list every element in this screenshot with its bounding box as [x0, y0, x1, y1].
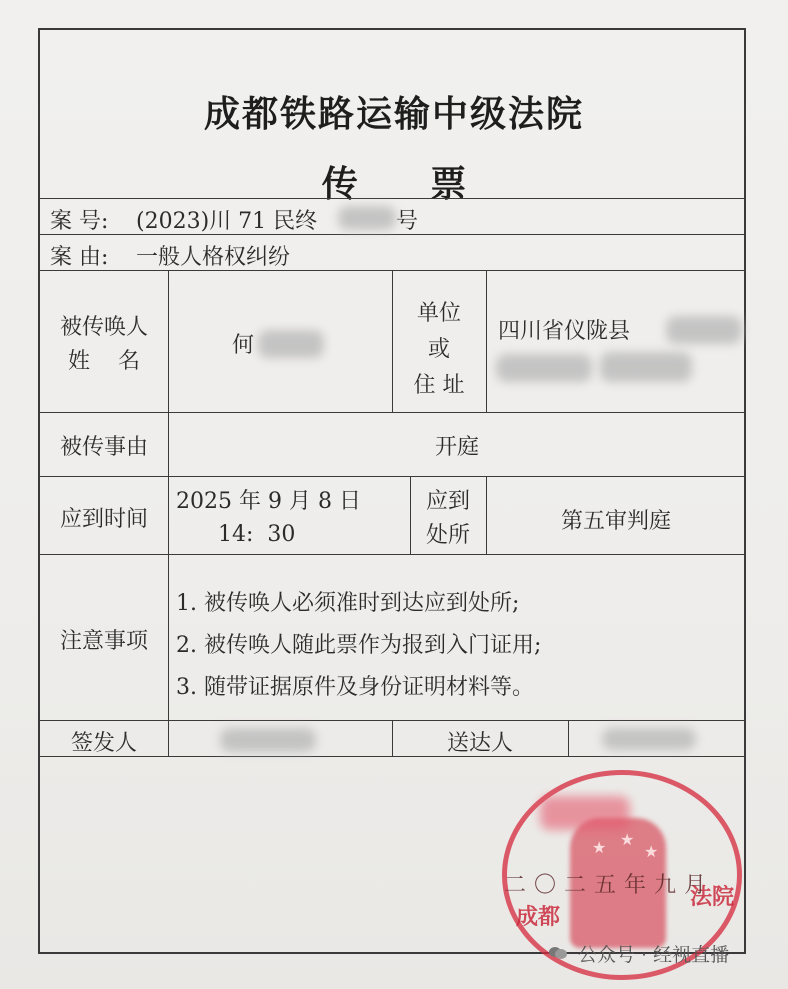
- rule-address-label-divider: [486, 270, 487, 412]
- server-label: 送达人: [446, 731, 513, 756]
- matter-label: 被传事由: [59, 435, 148, 460]
- redacted-server: [602, 728, 696, 750]
- case-cause-label: 案 由:: [50, 245, 109, 270]
- seal-edge-text-left: 成都: [516, 904, 561, 930]
- redacted-address-line1: [666, 316, 742, 344]
- summoned-label-line1: 被传唤人: [59, 315, 148, 340]
- place-value: 第五审判庭: [560, 509, 671, 534]
- rule-signature-top: [40, 720, 746, 721]
- redacted-address-line2a: [496, 354, 592, 382]
- redacted-case-number: [338, 206, 396, 230]
- case-number-suffix: 号: [396, 209, 419, 234]
- summoned-name: 何: [232, 333, 255, 358]
- rule-matter-top: [40, 412, 746, 413]
- address-label-line1: 单位: [416, 301, 461, 326]
- redacted-address-line2b: [600, 352, 692, 382]
- rule-server-value-divider: [568, 720, 569, 756]
- case-cause-value: 一般人格权纠纷: [136, 245, 291, 270]
- redacted-seal-text: [540, 796, 630, 830]
- address-label-line2: 或: [427, 337, 450, 362]
- case-number-label: 案 号:: [50, 209, 109, 234]
- matter-value: 开庭: [434, 435, 479, 460]
- case-number-prefix: (2023)川 71 民终: [136, 209, 318, 234]
- rule-label-column: [168, 270, 169, 756]
- time-label: 应到时间: [59, 507, 148, 532]
- redacted-summoned-name: [258, 330, 324, 358]
- address-label-line3: 住 址: [413, 373, 465, 398]
- seal-star-icon: ★: [592, 838, 607, 857]
- seal-star-icon: ★: [644, 842, 659, 861]
- summoned-label-line2: 姓 名: [68, 349, 140, 374]
- rule-notes-top: [40, 554, 746, 555]
- notes-label: 注意事项: [59, 629, 148, 654]
- document-title: 传 票: [321, 163, 497, 205]
- issuer-label: 签发人: [70, 731, 137, 756]
- watermark-text: 公众号 · 经视直播: [578, 944, 730, 966]
- place-label-line2: 处所: [425, 523, 470, 548]
- rule-case-no-top: [40, 198, 746, 199]
- seal-star-icon: ★: [620, 830, 635, 849]
- issue-date: 二〇二五年九月: [504, 873, 715, 898]
- seal-edge-text-right: 法院: [690, 884, 735, 910]
- appearance-clock: 14: 30: [218, 522, 296, 547]
- address-value: 四川省仪陇县: [498, 319, 631, 344]
- note-item-3: 3. 随带证据原件及身份证明材料等。: [176, 675, 534, 700]
- redacted-issuer: [220, 728, 316, 752]
- rule-time-top: [40, 476, 746, 477]
- note-item-2: 2. 被传唤人随此票作为报到入门证用;: [176, 633, 542, 658]
- wechat-icon: [548, 946, 568, 960]
- appearance-date: 2025 年 9 月 8 日: [176, 489, 361, 514]
- court-name: 成都铁路运输中级法院: [203, 93, 584, 135]
- note-item-1: 1. 被传唤人必须准时到达应到处所;: [176, 591, 520, 616]
- place-label-line1: 应到: [425, 489, 470, 514]
